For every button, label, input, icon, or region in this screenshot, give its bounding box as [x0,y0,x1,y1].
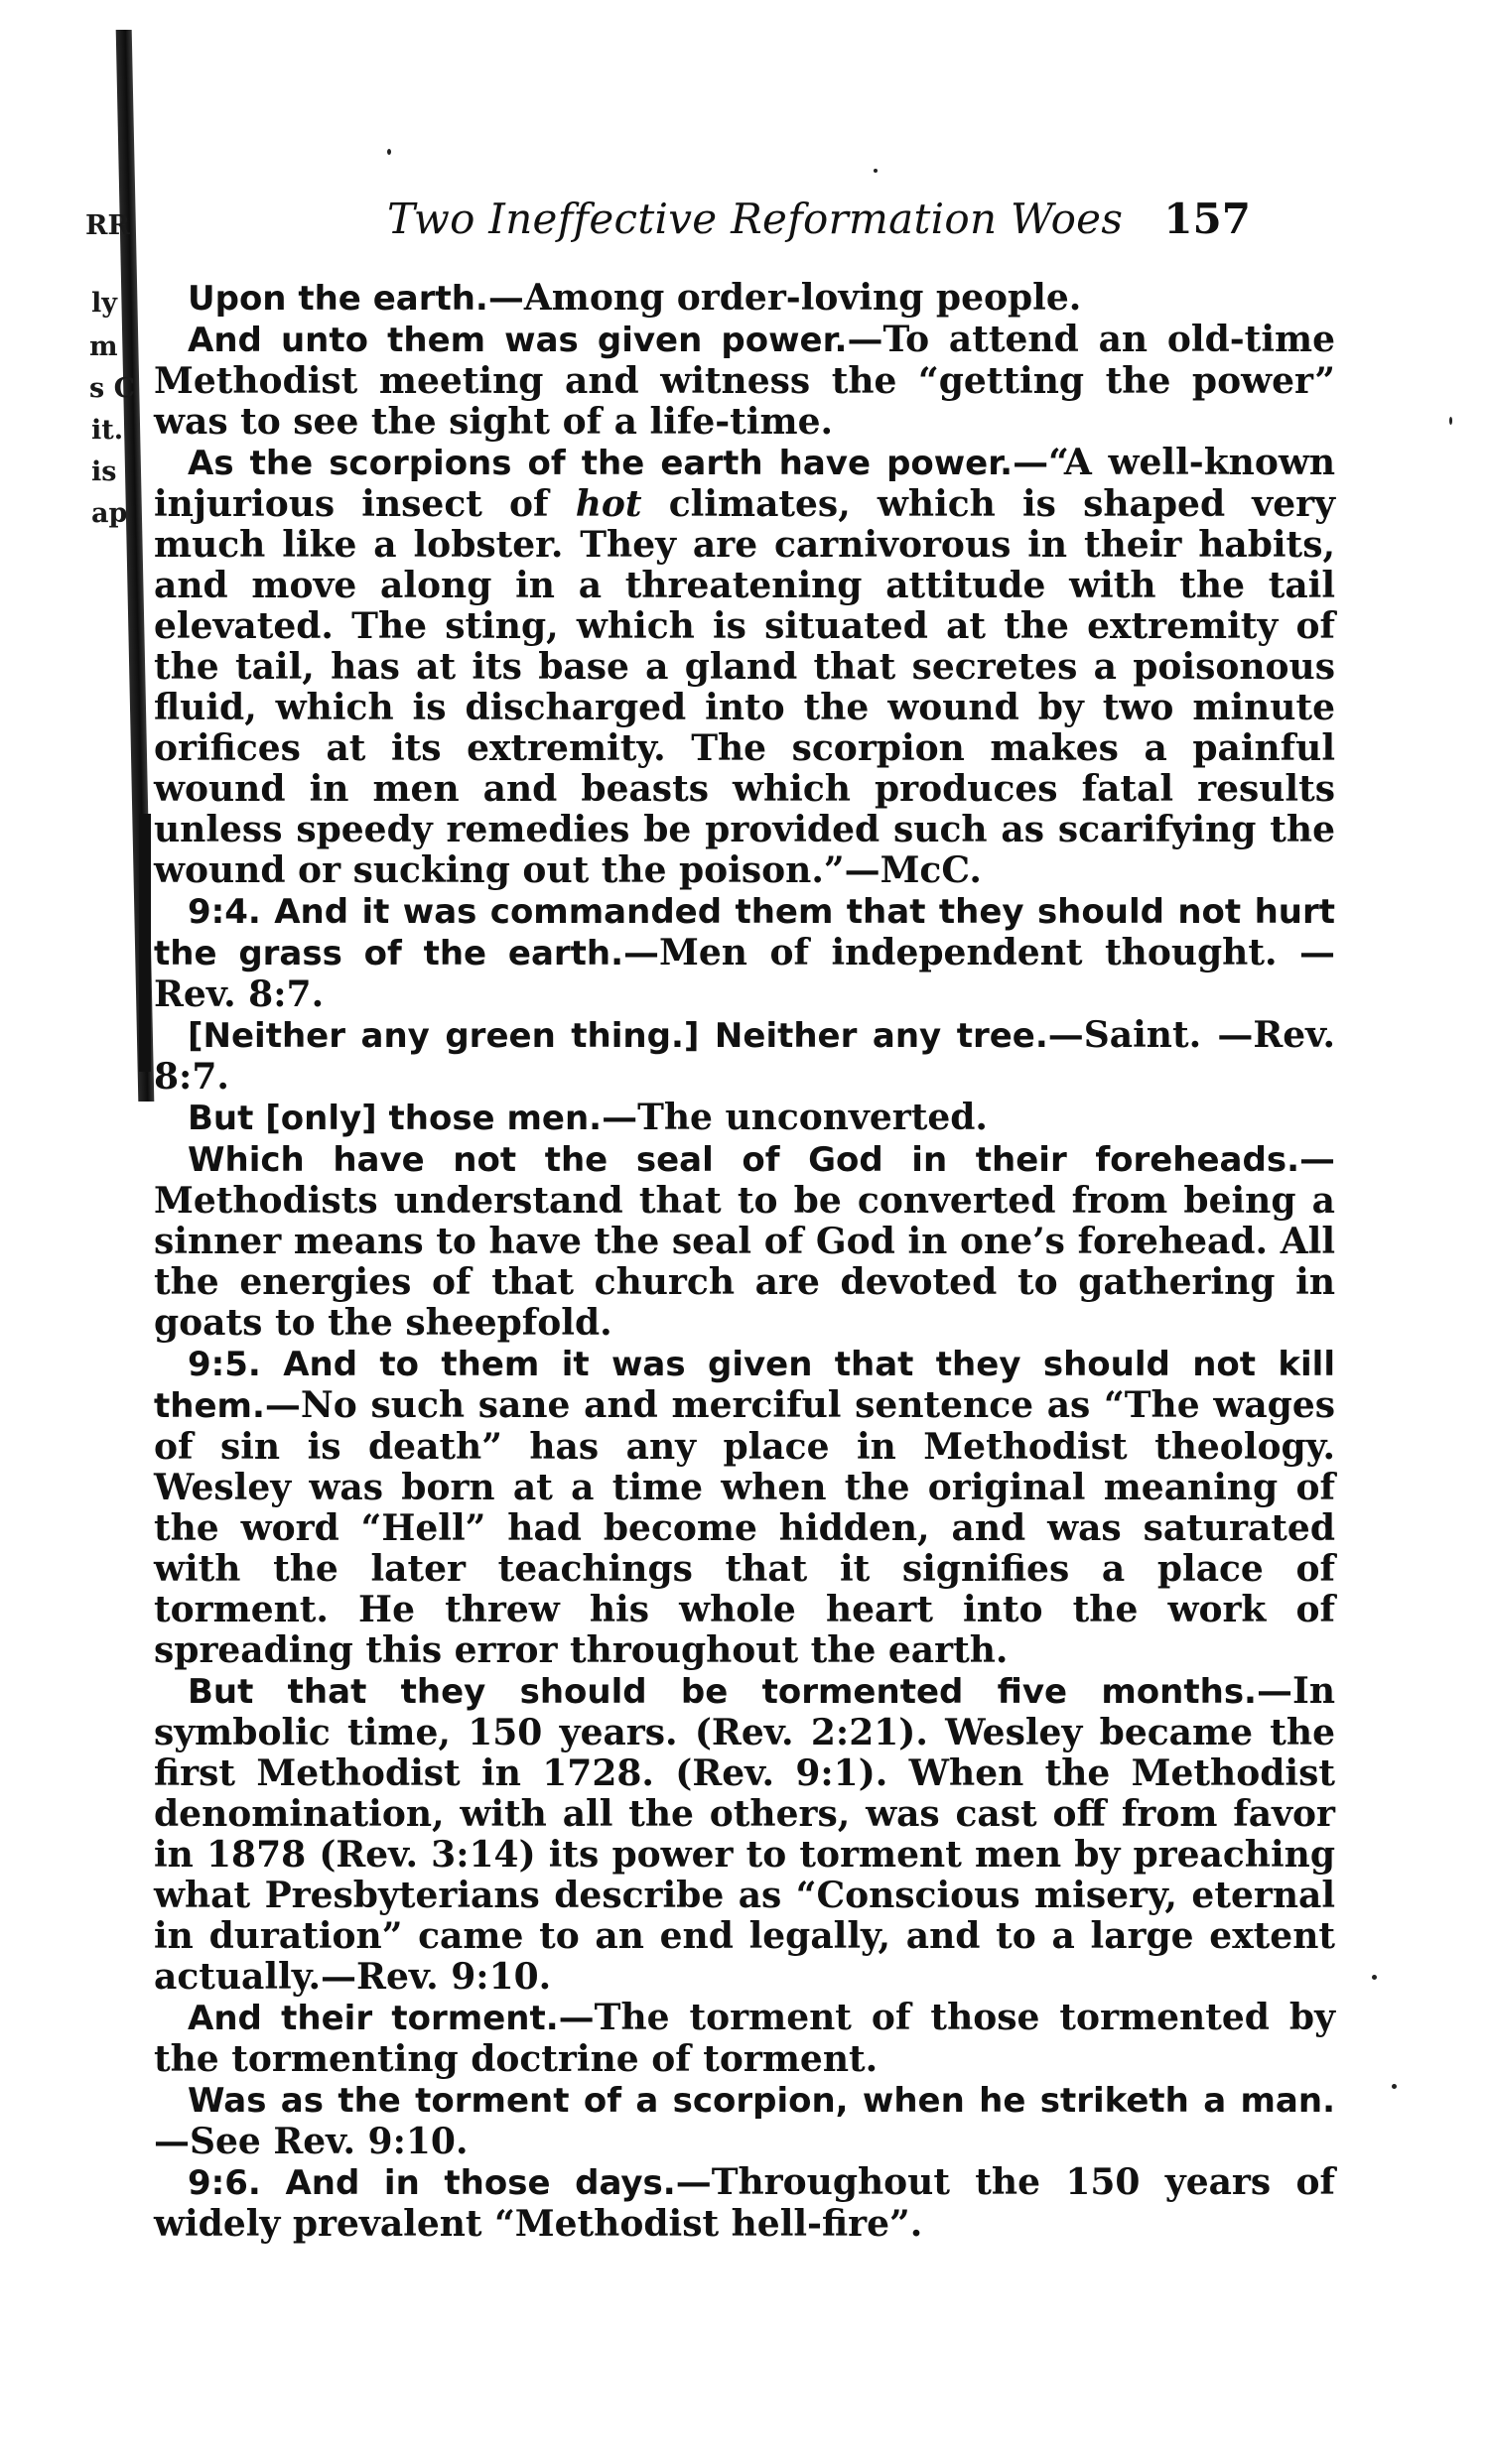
margin-fragment: m [89,331,118,362]
margin-fragment: it. [91,415,124,446]
paragraph [154,1671,1335,1998]
paragraph [154,320,1335,443]
commentary-text: —The unconverted. [602,1097,988,1138]
commentary-text: —No such sane and merciful sentence as “The wages of sin is death” has any place in Methodist theology. Wesley was born at a time when the original meaning of the word “Hell” had become hidden, and was saturated with the later teachings that it signifies a place of torment. He threw his whole heart into the work of spreading this error throughout the earth. [154,1384,1335,1671]
commentary-text: —Saint. —Rev. 8:7. [154,1014,1336,1098]
ink-speck [1392,2084,1397,2089]
paragraph [154,1998,1335,2080]
commentary-text: —See Rev. 9:10. [154,2121,469,2162]
margin-fragment: ly [91,288,117,319]
book-binding-shadow-lower [139,814,151,1072]
commentary-italic: hot [575,483,642,525]
running-title: Two Ineffective Reformation Woes [387,195,1124,243]
ink-speck [874,169,878,173]
verse-text: But that they should be tormented five months. [188,1672,1257,1712]
ink-speck [1449,417,1452,425]
page-header [387,195,1251,254]
page-number: 157 [1163,195,1251,243]
margin-fragment: s C [89,373,136,404]
paragraph [154,2080,1335,2162]
verse-text: 9:6. And in those days. [188,2163,676,2203]
margin-fragment: RR [85,210,130,241]
paragraph [154,1015,1335,1098]
paragraph [154,278,1335,320]
margin-fragment: is [91,456,117,487]
commentary-text: —In symbolic time, 150 years. (Rev. 2:21). Wesley became the first Methodist in 1728. (Rev. 9:1). When the Methodist denomination, with all the others, was cast off from favor in 1878 (Rev. 3:14) its power to torment men by preaching what Presbyterians describe as “Conscious misery, eternal in duration” came to an end legally, and to a large extent actually.—Rev. 9:10. [154,1670,1335,1998]
verse-text: 9:5. And to them it was given that they should not kill them. [154,1345,1335,1426]
paragraph [154,2162,1335,2245]
verse-text: Which have not the seal of God in their foreheads. [188,1140,1299,1180]
ink-speck [1372,1975,1377,1980]
commentary-text: —Among order-loving people. [487,277,1082,319]
commentary-text: —Men of independent thought. —Rev. 8:7. [154,932,1335,1015]
commentary-text: —The torment of those tormented by the tormenting doctrine of torment. [154,1997,1335,2080]
verse-text: Was as the torment of a scorpion, when he striketh a man. [188,2081,1335,2121]
commentary-text: climates, which is shaped very much like a lobster. They are carnivorous in their habits, and move along in a threatening attitude with the tail elevated. The sting, which is situated at the extremity of the tail, has at its base a gland that secretes a poisonous fluid, which is discharged into the wound by two minute orifices at its extremity. The scorpion makes a painful wound in men and beasts which produces fatal results unless speedy remedies be provided such as scarifying the wound or sucking out the poison.”—McC. [154,483,1335,891]
commentary-text: —To attend an old-time Methodist meeting and witness the “getting the power” was to see the sight of a life-time. [154,319,1335,443]
paragraph [154,891,1335,1015]
page-body [154,278,1335,2245]
commentary-text: —“A well-known injurious insect of [154,442,1335,525]
paragraph [154,443,1335,891]
paragraph [154,1344,1335,1671]
verse-text: And their torment. [188,1999,559,2038]
verse-text: As the scorpions of the earth have power. [188,444,1014,483]
paragraph [154,1098,1335,1139]
verse-text: And unto them was given power. [188,321,848,360]
margin-fragment: ap [91,498,128,529]
verse-text: [Neither any green thing.] Neither any tree. [188,1016,1048,1056]
verse-text: But [only] those men. [188,1099,603,1138]
ink-speck [387,149,391,155]
paragraph [154,1139,1335,1344]
verse-text: Upon the earth. [188,279,488,319]
verse-text: 9:4. And it was commanded them that they should not hurt the grass of the earth. [154,892,1335,973]
commentary-text: —Throughout the 150 years of widely prevalent “Methodist hell-fire”. [154,2161,1335,2245]
commentary-text: —Methodists understand that to be converted from being a sinner means to have the seal of God in one’s forehead. All the energies of that church are devoted to gathering in goats to the sheepfold. [154,1138,1335,1344]
